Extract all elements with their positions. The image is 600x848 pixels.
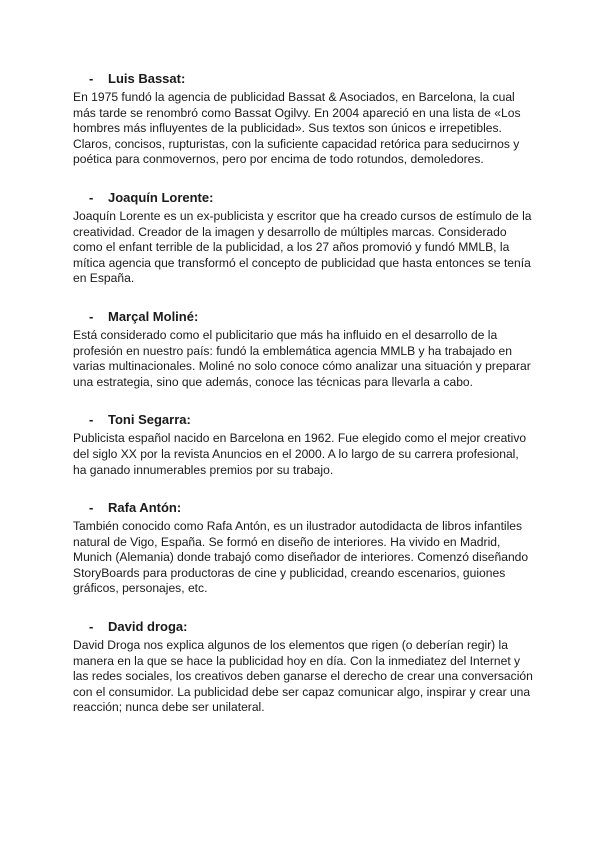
entry-heading	[73, 500, 533, 517]
entry-name: David droga:	[108, 619, 188, 635]
entry-name: Marçal Moliné:	[108, 308, 199, 324]
entry-heading	[73, 412, 533, 429]
entry-heading	[73, 190, 533, 207]
list-dash: -	[89, 500, 94, 516]
entry-joaquin-lorente	[73, 190, 533, 287]
entry-rafa-anton	[73, 500, 533, 597]
list-dash: -	[89, 189, 94, 205]
list-dash: -	[89, 412, 94, 428]
list-dash: -	[89, 308, 94, 324]
entry-heading	[73, 309, 533, 326]
entry-heading	[73, 71, 533, 88]
entry-name: Rafa Antón:	[108, 500, 182, 516]
entry-text: Publicista español nacido en Barcelona en 1962. Fue elegido como el mejor creativo del siglo XX por la revista Anuncios en el 2000. A lo largo de su carrera profesional, ha ganado innumerables premios por su trabajo.	[73, 431, 527, 477]
document-page	[73, 71, 533, 738]
entry-text: Está considerado como el publicitario que más ha influido en el desarrollo de la profesión en nuestro país: fundó la emblemática agencia MMLB y ha trabajado en varias multinacionales. Moliné no solo conoce cómo analizar una situación y preparar una estrategia, sino que además, conoce las técnicas para llevarla a cabo.	[73, 327, 531, 389]
entry-name: Luis Bassat:	[108, 71, 186, 86]
entry-name: Joaquín Lorente:	[108, 189, 214, 205]
entry-text: También conocido como Rafa Antón, es un ilustrador autodidacta de libros infantiles natural de Vigo, España. Se formó en diseño de interiores. Ha vivido en Madrid, Munich (Alemania) donde trabajó como diseñador de interiores. Comenzó diseñando StoryBoards para productoras de cine y publicidad, creando escenarios, guiones gráficos, personajes, etc.	[73, 519, 529, 596]
list-dash: -	[89, 71, 94, 86]
entry-marcal-moline	[73, 309, 533, 390]
entry-text: En 1975 fundó la agencia de publicidad Bassat & Asociados, en Barcelona, la cual más tarde se renombró como Bassat Ogilvy. En 2004 apareció en una lista de «Los hombres más influyentes de la publicidad». Sus textos son únicos e irrepetibles. Claros, concisos, rupturistas, con la suficiente capacidad retórica para seducirnos y poética para conmovernos, pero por encima de todo rotundos, demoledores.	[73, 90, 521, 167]
entry-text: David Droga nos explica algunos de los elementos que rigen (o deberían regir) la manera en la que se hace la publicidad hoy en día. Con la inmediatez del Internet y las redes sociales, los creativos deben ganarse el derecho de crear una conversación con el consumidor. La publicidad debe ser capaz comunicar algo, inspirar y crear una reacción; nunca debe ser unilateral.	[73, 638, 533, 715]
entry-name: Toni Segarra:	[108, 412, 191, 428]
entry-text: Joaquín Lorente es un ex-publicista y escritor que ha creado cursos de estímulo de la creatividad. Creador de la imagen y desarrollo de múltiples marcas. Considerado como el enfant terrible de la publicidad, a los 27 años promovió y fundó MMLB, la mítica agencia que transformó el concepto de publicidad que hasta entonces se tenía en España.	[73, 208, 532, 286]
entry-heading	[73, 619, 533, 636]
entry-toni-segarra	[73, 412, 533, 478]
list-dash: -	[89, 619, 94, 635]
entry-luis-bassat	[73, 71, 533, 168]
entry-david-droga	[73, 619, 533, 716]
